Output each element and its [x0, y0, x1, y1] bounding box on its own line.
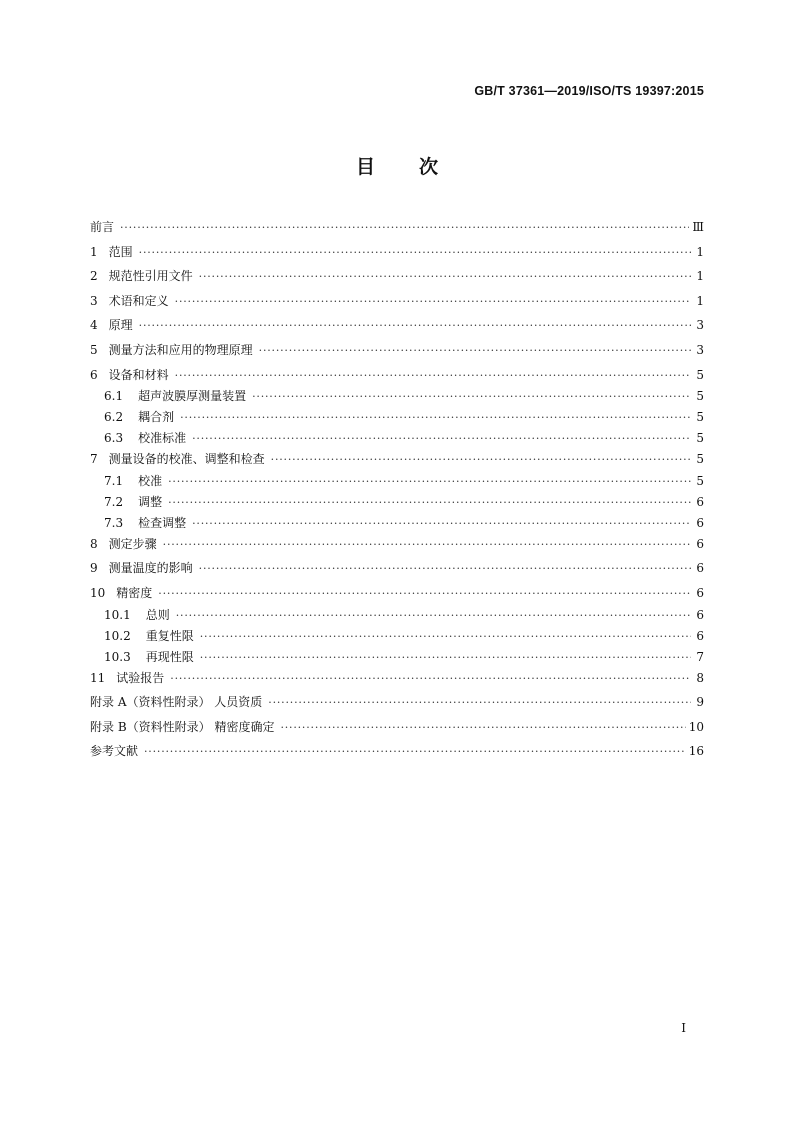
dot-leader: [120, 218, 689, 238]
toc-entry-label: 原理: [108, 318, 133, 333]
toc-subentry[interactable]: [90, 626, 704, 647]
toc-entry[interactable]: [90, 534, 704, 559]
toc-subentry[interactable]: [90, 386, 704, 407]
toc-entry-label: 精密度: [116, 585, 153, 600]
dot-leader: [168, 472, 691, 492]
toc-entry-number: 4: [90, 318, 98, 333]
toc-entry-label: 试验报告: [116, 670, 165, 685]
toc-subentry[interactable]: [90, 647, 704, 668]
toc-entry-label: 再现性限: [145, 649, 194, 664]
toc-entry-label: 总则: [145, 607, 170, 622]
toc-entry-label: 前言: [90, 220, 115, 234]
toc-entry-label: 测量方法和应用的物理原理: [108, 342, 253, 357]
toc-entry-label: 术语和定义: [108, 293, 169, 308]
page-number: I: [681, 1021, 686, 1035]
toc-subentry[interactable]: [90, 407, 704, 428]
toc-entry-number: 6.3: [104, 431, 124, 446]
dot-leader: [252, 387, 691, 407]
toc-entry-label: 校准: [138, 473, 163, 488]
toc-entry-page: 5: [696, 389, 704, 404]
toc-entry-page: 6: [696, 536, 704, 551]
toc-entry-number: 1: [90, 244, 98, 259]
toc-entry-label: 附录 B（资料性附录） 精密度确定: [90, 719, 275, 734]
toc-subentry[interactable]: [90, 605, 704, 626]
toc-entry-page: 10: [688, 719, 704, 734]
toc-entry-page: 1: [696, 293, 704, 308]
toc-entry-label: 超声波膜厚测量装置: [138, 389, 247, 404]
toc-entry[interactable]: [90, 583, 704, 608]
toc-entry-label: 范围: [108, 244, 133, 259]
toc-entry-label: 校准标准: [138, 431, 187, 446]
toc-entry-number: 6: [90, 367, 98, 382]
toc-entry[interactable]: [90, 717, 704, 742]
toc-entry-label: 规范性引用文件: [108, 269, 193, 284]
dot-leader: [200, 648, 691, 668]
toc-entry-page: Ⅲ: [692, 220, 704, 234]
toc-entry-label: 测量设备的校准、调整和检查: [108, 452, 265, 467]
toc-entry-page: 16: [688, 744, 704, 759]
toc-entry[interactable]: [90, 291, 704, 316]
toc-entry-number: 6.2: [104, 410, 124, 425]
toc-entry-number: 10.1: [104, 607, 131, 622]
dot-leader: [199, 559, 691, 579]
dot-leader: [268, 693, 691, 713]
table-of-contents: [90, 217, 704, 766]
toc-entry-number: 8: [90, 536, 98, 551]
dot-leader: [163, 535, 691, 555]
dot-leader: [176, 606, 691, 626]
dot-leader: [200, 627, 691, 647]
page-title: 目次: [355, 156, 482, 178]
dot-leader: [280, 718, 685, 738]
dot-leader: [158, 584, 691, 604]
dot-leader: [170, 669, 691, 689]
toc-entry-page: 6: [696, 628, 704, 643]
toc-entry-label: 重复性限: [145, 628, 194, 643]
toc-entry-page: 6: [696, 561, 704, 576]
toc-entry-number: 5: [90, 342, 98, 357]
toc-entry-number: 7: [90, 452, 98, 467]
toc-entry-page: 1: [696, 269, 704, 284]
toc-entry-page: 8: [696, 670, 704, 685]
dot-leader: [192, 429, 691, 449]
toc-entry-page: 3: [696, 318, 704, 333]
toc-entry[interactable]: [90, 668, 704, 693]
toc-entry[interactable]: [90, 266, 704, 291]
toc-entry-page: 5: [696, 367, 704, 382]
toc-entry-page: 6: [696, 494, 704, 509]
toc-entry-number: 10.2: [104, 628, 131, 643]
dot-leader: [168, 493, 691, 513]
toc-entry-page: 6: [696, 607, 704, 622]
dot-leader: [139, 316, 691, 336]
toc-entry-label: 测量温度的影响: [108, 561, 193, 576]
toc-entry-label: 检查调整: [138, 515, 187, 530]
toc-entry-number: 3: [90, 293, 98, 308]
toc-entry-label: 测定步骤: [108, 536, 157, 551]
dot-leader: [144, 742, 686, 762]
toc-entry-page: 5: [696, 431, 704, 446]
toc-entry-page: 5: [696, 473, 704, 488]
toc-entry-number: 7.3: [104, 515, 124, 530]
toc-subentry[interactable]: [90, 513, 704, 534]
toc-entry-page: 7: [696, 649, 704, 664]
dot-leader: [192, 514, 691, 534]
toc-entry-page: 5: [696, 410, 704, 425]
toc-entry[interactable]: [90, 558, 704, 583]
toc-entry-number: 11: [90, 670, 106, 685]
dot-leader: [199, 267, 691, 287]
toc-entry-page: 6: [696, 585, 704, 600]
dot-leader: [139, 243, 691, 263]
toc-subentry[interactable]: [90, 428, 704, 449]
dot-leader: [180, 408, 691, 428]
toc-entry-number: 7.1: [104, 473, 124, 488]
toc-entry-page: 3: [696, 342, 704, 357]
standard-number: GB/T 37361—2019/ISO/TS 19397:2015: [474, 84, 704, 98]
toc-entry-label: 附录 A（资料性附录） 人员资质: [90, 695, 263, 710]
toc-subentry[interactable]: [90, 471, 704, 492]
toc-entry-number: 10.3: [104, 649, 131, 664]
toc-entry-page: 5: [696, 452, 704, 467]
toc-entry[interactable]: [90, 217, 704, 242]
toc-subentry[interactable]: [90, 492, 704, 513]
toc-entry-number: 9: [90, 561, 98, 576]
toc-entry[interactable]: [90, 692, 704, 717]
toc-entry-number: 7.2: [104, 494, 124, 509]
dot-leader: [271, 450, 691, 470]
toc-entry-label: 设备和材料: [108, 367, 169, 382]
dot-leader: [175, 366, 691, 386]
toc-entry-page: 1: [696, 244, 704, 259]
toc-entry[interactable]: [90, 340, 704, 365]
toc-entry-number: 6.1: [104, 389, 124, 404]
toc-entry[interactable]: [90, 741, 704, 766]
dot-leader: [259, 341, 691, 361]
toc-entry-page: 9: [696, 695, 704, 710]
toc-entry-number: 2: [90, 269, 98, 284]
toc-entry-label: 调整: [138, 494, 163, 509]
toc-entry-label: 耦合剂: [138, 410, 175, 425]
toc-entry-number: 10: [90, 585, 106, 600]
toc-entry-label: 参考文献: [90, 744, 139, 759]
toc-entry[interactable]: [90, 242, 704, 267]
toc-entry-page: 6: [696, 515, 704, 530]
toc-entry[interactable]: [90, 315, 704, 340]
dot-leader: [175, 292, 691, 312]
